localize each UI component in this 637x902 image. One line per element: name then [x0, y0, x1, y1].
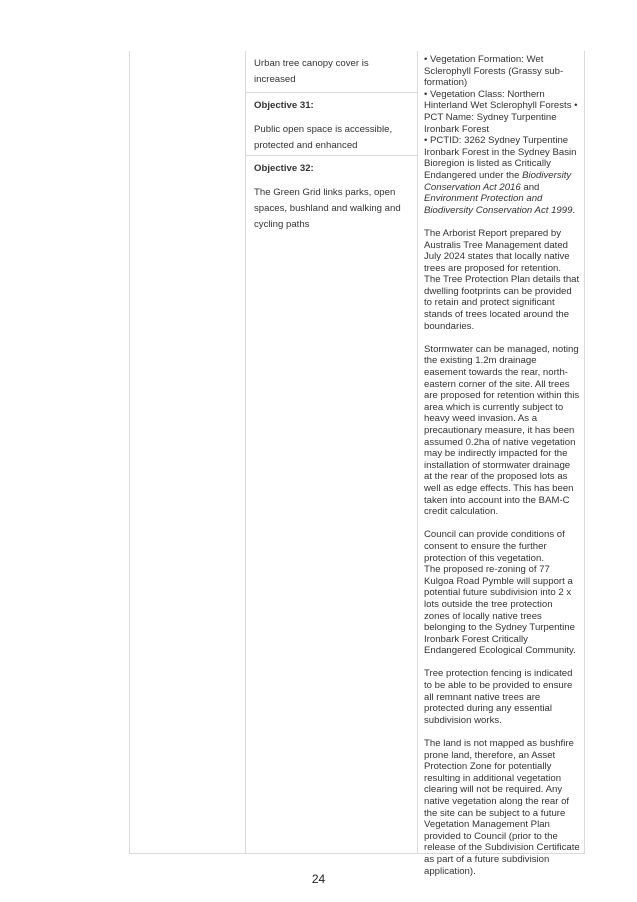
response-text	[424, 54, 580, 889]
pctid-bullet	[424, 135, 580, 216]
stormwater-paragraph: Stormwater can be managed, noting the existing 1.2m drainage easement towards the rear, north-eastern corner of the site. All trees are proposed for retention within this area which is currently subject to heavy weed invasion. As a precautionary measure, it has been assumed 0.2ha of native vegetation may be indirectly impacted for the installation of stormwater drainage at the rear of the proposed lots as well as edge effects. This has been taken into account into the BAM-C credit calculation.	[424, 343, 580, 518]
bushfire-paragraph: The land is not mapped as bushfire prone land, therefore, an Asset Protection Zone for potentially resulting in additional vegetation clearing will not be required. Any native vegetation along the rear of the site can be subject to a future Vegetation Management Plan provided to Council (prior to the release of the Subdivision Certificate as part of a future subdivision application).	[424, 738, 580, 877]
pctid-text: • PCTID: 3262 Sydney Turpentine Ironbark Forest in the Sydney Basin Bioregion is listed as Critically Endangered under the	[424, 135, 577, 181]
objective-text: The Green Grid links parks, open spaces, bushland and walking and cycling paths	[254, 187, 401, 230]
table-column-empty	[130, 51, 246, 853]
veg-formation-bullet: • Vegetation Formation: Wet Sclerophyll Forests (Grassy sub-formation)	[424, 54, 564, 89]
arborist-paragraph: The Arborist Report prepared by Australis Tree Management dated July 2024 states that locally native trees are proposed for retention. The Tree Protection Plan details that dwelling footprints can be provided to retain and protect significant stands of trees located around the boundaries.	[424, 227, 580, 332]
objective-title: Objective 31:	[254, 100, 314, 111]
conjunction: and	[520, 181, 540, 193]
rezoning-paragraph: The proposed re-zoning of 77 Kulgoa Road Pymble will support a potential future subdivision into 2 x lots outside the tree protection zones of locally native trees belonging to the Sydney Turpentine Ironbark Forest Critically Endangered Ecological Community.	[424, 564, 576, 657]
assessment-table	[129, 51, 585, 877]
objective-title: Objective 32:	[254, 163, 314, 174]
act-reference: Biodiversity Conservation Act 2016	[424, 169, 572, 193]
page-number: 24	[311, 872, 326, 886]
council-paragraph: Council can provide conditions of consent to ensure the further protection of this vegetation.	[424, 529, 565, 564]
fencing-paragraph: Tree protection fencing is indicated to be able to be provided to ensure all remnant native trees are protected during any essential subdivision works.	[424, 668, 573, 726]
act-reference: Environment Protection and Biodiversity Conservation Act 1999	[424, 193, 573, 216]
punctuation: .	[572, 204, 576, 216]
objective-text: Urban tree canopy cover is increased	[254, 58, 369, 85]
objective-cell-32	[246, 155, 417, 233]
table-column-objectives	[246, 51, 418, 853]
objective-text: Public open space is accessible, protected and enhanced	[254, 124, 393, 151]
veg-class-bullet: • Vegetation Class: Northern Hinterland Wet Sclerophyll Forests • PCT Name: Sydney Turpentine Ironbark Forest	[424, 88, 578, 135]
objective-cell-31	[246, 92, 417, 154]
objective-cell-canopy	[246, 56, 417, 88]
table-column-response	[418, 51, 584, 877]
